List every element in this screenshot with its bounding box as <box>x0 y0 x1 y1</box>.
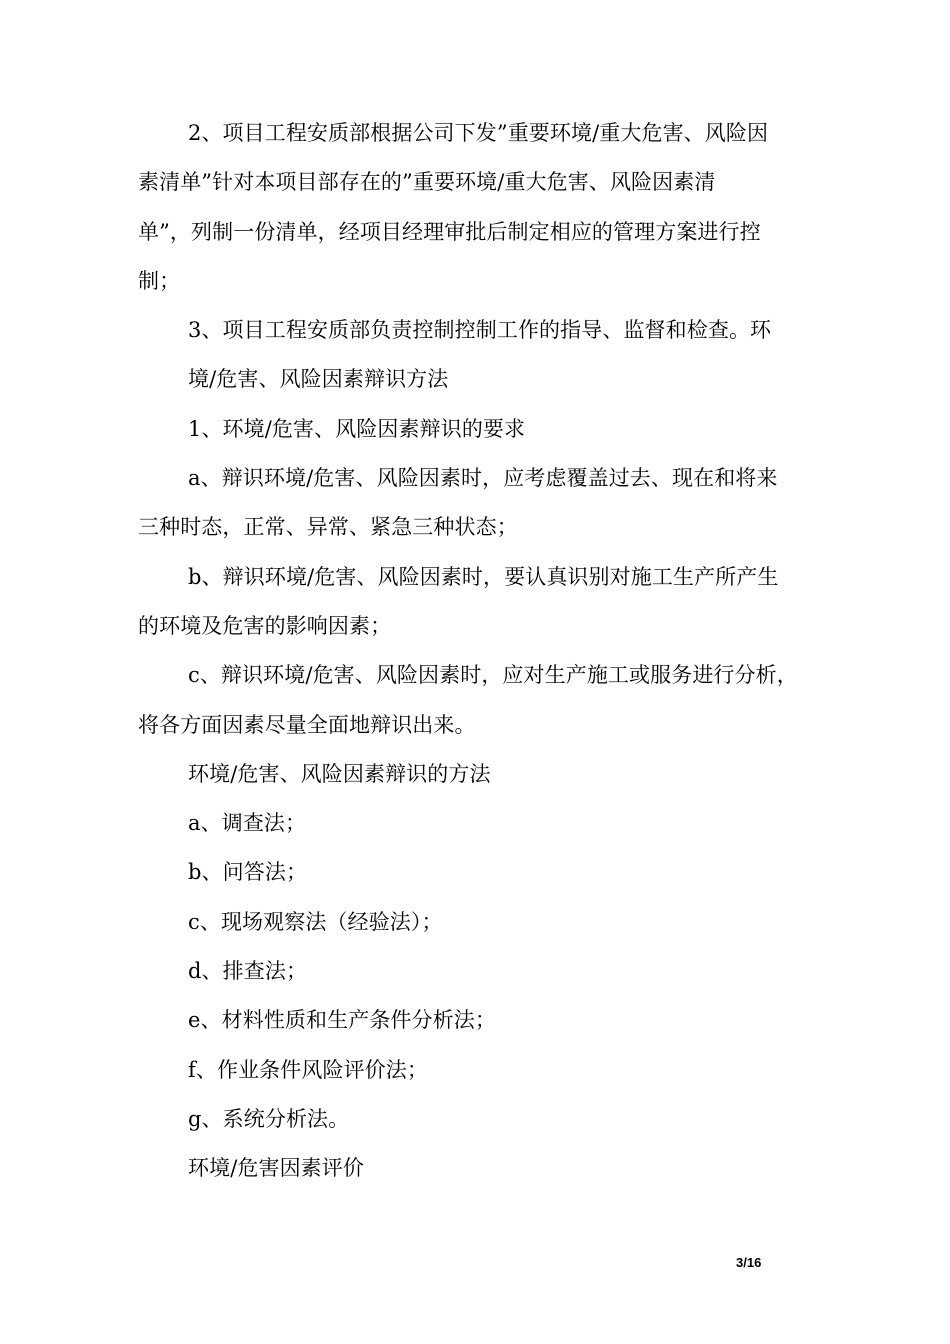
document-body <box>138 109 838 1194</box>
text-line: 将各方面因素尽量全面地辩识出来。 <box>138 712 476 737</box>
list-item: d、排查法； <box>188 959 308 984</box>
text-line: 的环境及危害的影响因素； <box>138 613 392 638</box>
text-line: 3、项目工程安质部负责控制控制工作的指导、监督和检查。环 <box>188 318 772 343</box>
list-item: a、调查法； <box>188 811 307 836</box>
text-line: b、辩识环境/危害、风险因素时，要认真识别对施工生产所产生 <box>188 564 779 589</box>
text-line: 素清单”针对本项目部存在的”重要环境/重大危害、风险因素清 <box>138 170 716 195</box>
text-line: 2、项目工程安质部根据公司下发”重要环境/重大危害、风险因 <box>188 121 769 145</box>
list-item: g、系统分析法。 <box>188 1106 350 1131</box>
list-item: b、问答法； <box>188 860 308 885</box>
text-line: a、辩识环境/危害、风险因素时，应考虑覆盖过去、现在和将来 <box>188 466 778 491</box>
text-line: 单”，列制一份清单，经项目经理审批后制定相应的管理方案进行控 <box>138 219 761 244</box>
section-heading: 境/危害、风险因素辩识方法 <box>188 367 449 392</box>
list-item: f、作业条件风险评价法； <box>188 1057 428 1082</box>
text-line: c、辩识环境/危害、风险因素时，应对生产施工或服务进行分析， <box>188 663 798 688</box>
text-line: 1、环境/危害、风险因素辩识的要求 <box>188 416 526 441</box>
list-item: e、材料性质和生产条件分析法； <box>188 1008 496 1033</box>
section-heading: 环境/危害因素评价 <box>188 1156 364 1181</box>
list-item: c、现场观察法（经验法）； <box>188 909 443 934</box>
text-line: 三种时态，正常、异常、紧急三种状态； <box>138 515 518 540</box>
page-number: 3/16 <box>736 1255 762 1270</box>
section-heading: 环境/危害、风险因素辩识的方法 <box>188 761 491 786</box>
text-line: 制； <box>138 268 181 293</box>
